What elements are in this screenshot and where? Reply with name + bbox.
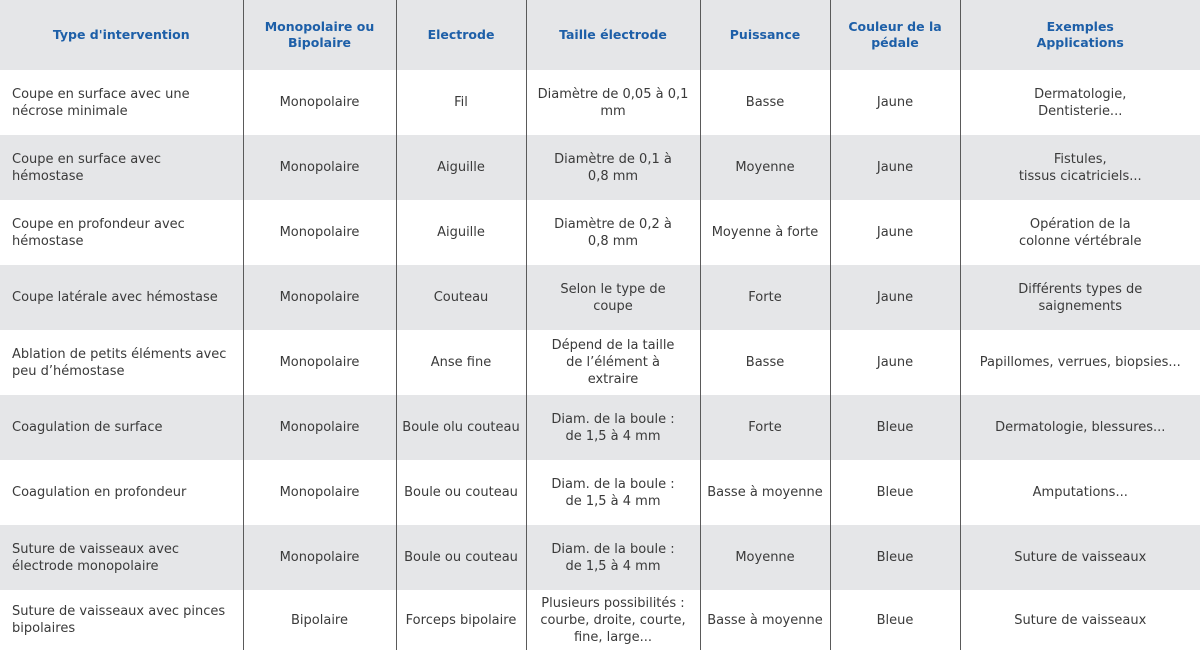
cell-type-intervention: Suture de vaisseaux avec pinces bipolaires <box>12 604 226 636</box>
cell-exemples-applications: Dermatologie, blessures... <box>960 395 1200 460</box>
table-row <box>0 460 1200 525</box>
cell-type-intervention: Coagulation de surface <box>0 395 243 460</box>
cell-electrode: Boule ou couteau <box>396 525 526 590</box>
cell-monopolaire-bipolaire: Monopolaire <box>243 330 396 395</box>
cell-monopolaire-bipolaire: Monopolaire <box>243 70 396 135</box>
cell-couleur-pedale: Bleue <box>830 525 960 590</box>
header-taille-electrode: Taille électrode <box>526 0 700 70</box>
cell-electrode: Boule olu couteau <box>396 395 526 460</box>
cell-taille-electrode: Diam. de la boule : de 1,5 à 4 mm <box>526 525 700 590</box>
cell-electrode: Aiguille <box>396 200 526 265</box>
cell-exemples-applications: Suture de vaisseaux <box>960 590 1200 650</box>
cell-couleur-pedale: Bleue <box>830 460 960 525</box>
cell-monopolaire-bipolaire: Monopolaire <box>243 460 396 525</box>
cell-type-intervention: Coupe en profondeur avec hémostase <box>12 216 185 249</box>
cell-couleur-pedale: Jaune <box>830 330 960 395</box>
cell-couleur-pedale: Jaune <box>830 265 960 330</box>
cell-couleur-pedale: Jaune <box>830 200 960 265</box>
cell-exemples-applications: Fistules, tissus cicatriciels... <box>960 135 1200 200</box>
cell-electrode: Fil <box>396 70 526 135</box>
cell-type-intervention: Ablation de petits éléments avec peu d’hémostase <box>12 346 227 379</box>
cell-monopolaire-bipolaire: Monopolaire <box>243 395 396 460</box>
cell-exemples-applications: Dermatologie, Dentisterie... <box>960 70 1200 135</box>
header-couleur-pedale: Couleur de la pédale <box>830 0 960 70</box>
cell-puissance: Basse à moyenne <box>700 460 830 525</box>
cell-monopolaire-bipolaire: Monopolaire <box>243 200 396 265</box>
table-row <box>0 135 1200 200</box>
cell-couleur-pedale: Bleue <box>830 395 960 460</box>
cell-puissance: Basse à moyenne <box>700 590 830 650</box>
cell-electrode: Forceps bipolaire <box>396 590 526 650</box>
cell-puissance: Forte <box>700 265 830 330</box>
table-row <box>0 265 1200 330</box>
cell-exemples-applications: Opération de la colonne vértébrale <box>960 200 1200 265</box>
cell-type-intervention: Coagulation en profondeur <box>12 485 187 500</box>
table-row <box>0 525 1200 590</box>
cell-taille-electrode: Diamètre de 0,2 à 0,8 mm <box>526 200 700 265</box>
cell-electrode: Boule ou couteau <box>396 460 526 525</box>
cell-puissance: Basse <box>700 330 830 395</box>
header-type-intervention: Type d'intervention <box>0 0 243 70</box>
cell-type-intervention: Coupe en surface avec hémostase <box>0 135 243 200</box>
header-exemples-applications: Exemples Applications <box>960 0 1200 70</box>
cell-taille-electrode: Selon le type de coupe <box>526 265 700 330</box>
cell-puissance: Basse <box>700 70 830 135</box>
cell-monopolaire-bipolaire: Monopolaire <box>243 135 396 200</box>
header-row <box>0 0 1200 70</box>
table-row <box>0 395 1200 460</box>
header-electrode: Electrode <box>396 0 526 70</box>
cell-puissance: Moyenne <box>700 135 830 200</box>
table-row <box>0 70 1200 135</box>
cell-monopolaire-bipolaire: Bipolaire <box>243 590 396 650</box>
cell-electrode: Anse fine <box>396 330 526 395</box>
cell-exemples-applications: Différents types de saignements <box>960 265 1200 330</box>
cell-electrode: Aiguille <box>396 135 526 200</box>
cell-electrode: Couteau <box>396 265 526 330</box>
table-row <box>0 200 1200 265</box>
cell-monopolaire-bipolaire: Monopolaire <box>243 525 396 590</box>
cell-taille-electrode: Dépend de la taille de l’élément à extraire <box>526 330 700 395</box>
cell-taille-electrode: Diamètre de 0,05 à 0,1 mm <box>526 70 700 135</box>
cell-exemples-applications: Amputations... <box>960 460 1200 525</box>
cell-couleur-pedale: Bleue <box>830 590 960 650</box>
table-row <box>0 330 1200 395</box>
header-puissance: Puissance <box>700 0 830 70</box>
cell-taille-electrode: Diam. de la boule : de 1,5 à 4 mm <box>526 395 700 460</box>
header-monopolaire-bipolaire: Monopolaire ou Bipolaire <box>243 0 396 70</box>
cell-couleur-pedale: Jaune <box>830 70 960 135</box>
cell-taille-electrode: Diam. de la boule : de 1,5 à 4 mm <box>526 460 700 525</box>
cell-puissance: Moyenne <box>700 525 830 590</box>
cell-exemples-applications: Suture de vaisseaux <box>960 525 1200 590</box>
cell-type-intervention: Suture de vaisseaux avec électrode monopolaire <box>0 525 243 590</box>
cell-taille-electrode: Plusieurs possibilités : courbe, droite, courte, fine, large... <box>526 590 700 650</box>
cell-couleur-pedale: Jaune <box>830 135 960 200</box>
cell-exemples-applications: Papillomes, verrues, biopsies... <box>960 330 1200 395</box>
cell-puissance: Moyenne à forte <box>700 200 830 265</box>
cell-type-intervention: Coupe en surface avec une nécrose minimale <box>12 86 190 119</box>
table-row <box>0 590 1200 650</box>
cell-taille-electrode: Diamètre de 0,1 à 0,8 mm <box>526 135 700 200</box>
cell-puissance: Forte <box>700 395 830 460</box>
cell-monopolaire-bipolaire: Monopolaire <box>243 265 396 330</box>
cell-type-intervention: Coupe latérale avec hémostase <box>0 265 243 330</box>
